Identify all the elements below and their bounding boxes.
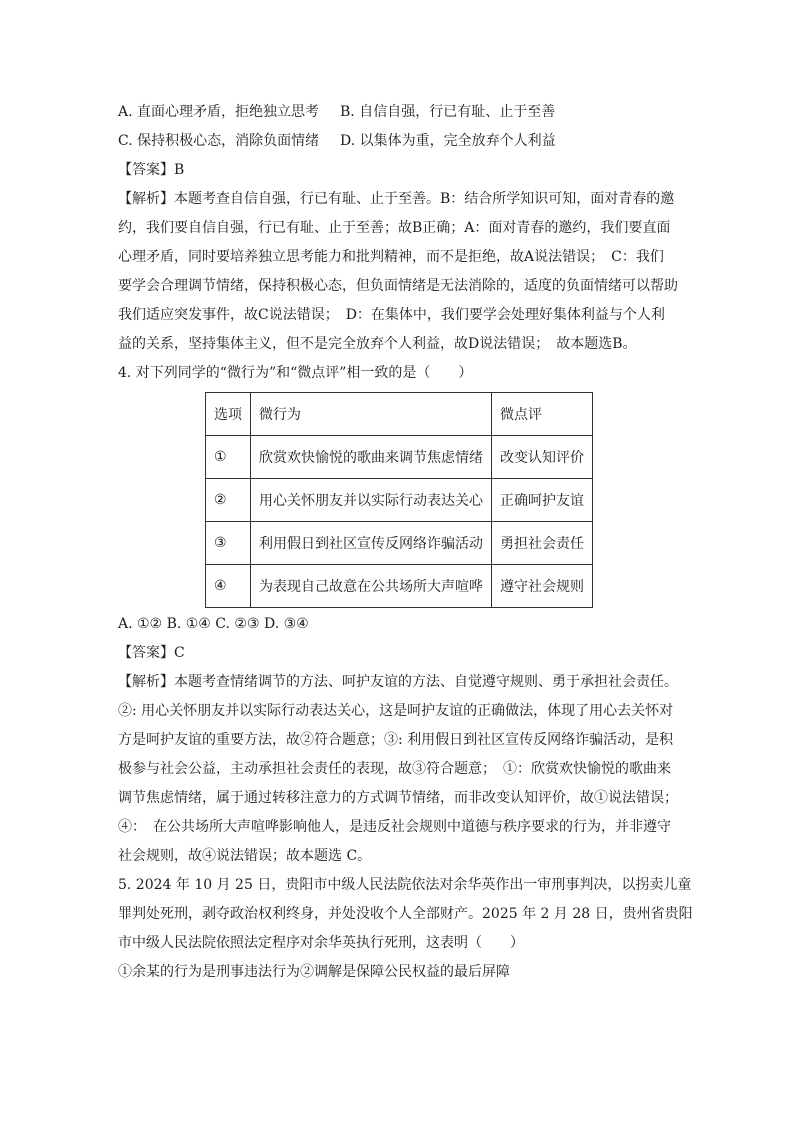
table-row [206,436,593,479]
q4-answer: 【答案】C [118,645,185,661]
q3-option-b: B. 自信自强，行已有耻、止于至善 [340,104,556,120]
q4-analysis-line: 极参与社会公益，主动承担社会责任的表现，故③符合题意； ①：欣赏欢快愉悦的歌曲来 [118,761,671,777]
q3-analysis-line: 我们适应突发事件，故C说法错误； D：在集体中，我们要学会处理好集体利益与个人利 [118,307,665,323]
table-header-cell: 选项 [206,393,251,436]
table-cell: ① [206,436,251,479]
q5-stem-line: 5. 2024 年 10 月 25 日，贵阳市中级人民法院依法对余华英作出一审刑事判决，以拐卖儿童 [118,877,692,893]
table-row [206,522,593,565]
table-cell: 欣赏欢快愉悦的歌曲来调节焦虑情绪 [251,436,492,479]
table-cell: 改变认知评价 [492,436,593,479]
q3-analysis-line: 要学会合理调节情绪，保持积极心态，但负面情绪是无法消除的，适度的负面情绪可以帮助 [118,278,678,294]
q4-analysis-line: 调节焦虑情绪，属于通过转移注意力的方式调节情绪，而非改变认知评价，故①说法错误； [118,790,678,806]
table-header-row [206,393,593,436]
q3-option-a: A. 直面心理矛盾，拒绝独立思考 [118,104,320,120]
q4-choices: A. ①② B. ①④ C. ②③ D. ③④ [118,616,309,632]
table-cell: ④ [206,565,251,608]
q4-stem: 4. 对下列同学的“微行为”和“微点评”相一致的是（ ） [118,365,473,381]
q3-analysis-line: 益的关系，坚持集体主义，但不是完全放弃个人利益，故D说法错误； 故本题选B。 [118,336,637,352]
table-cell: 利用假日到社区宣传反网络诈骗活动 [251,522,492,565]
q4-analysis-line: 【解析】本题考查情绪调节的方法、呵护友谊的方法、自觉遵守规则、勇于承担社会责任。 [118,674,678,690]
q4-table [205,392,593,608]
q3-analysis-line: 心理矛盾，同时要培养独立思考能力和批判精神，而不是拒绝，故A说法错误； C：我们 [118,249,664,265]
q3-analysis-line: 约，我们要自信自强，行已有耻、止于至善；故B正确；A：面对青春的邀约，我们要直面 [118,220,671,236]
table-cell: 遵守社会规则 [492,565,593,608]
q4-analysis-line: ②: 用心关怀朋友并以实际行动表达关心，这是呵护友谊的正确做法，体现了用心去关怀对 [118,703,674,719]
table-cell: ③ [206,522,251,565]
q5-stem-line: 罪判处死刑，剥夺政治权利终身，并处没收个人全部财产。2025 年 2 月 28 日，贵州省贵阳 [118,906,693,922]
q3-analysis-line: 【解析】本题考查自信自强，行已有耻、止于至善。B：结合所学知识可知，面对青春的邀 [118,191,675,207]
table-cell: 勇担社会责任 [492,522,593,565]
q3-options-row-2 [118,127,700,156]
table-header-cell: 微点评 [492,393,593,436]
q4-analysis-line: 方是呵护友谊的重要方法，故②符合题意；③: 利用假日到社区宣传反网络诈骗活动，是积 [118,732,674,748]
q4-analysis-line: ④： 在公共场所大声喧哗影响他人，是违反社会规则中道德与秩序要求的行为，并非遵守 [118,819,671,835]
table-header-cell: 微行为 [251,393,492,436]
table-cell: 为表现自己故意在公共场所大声喧哗 [251,565,492,608]
table-row [206,479,593,522]
table-row [206,565,593,608]
table-cell: 用心关怀朋友并以实际行动表达关心 [251,479,492,522]
q4-analysis-line: 社会规则，故④说法错误；故本题选 C。 [118,848,372,864]
q5-statements: ①余某的行为是刑事违法行为②调解是保障公民权益的最后屏障 [118,964,510,980]
q3-option-d: D. 以集体为重，完全放弃个人利益 [340,133,556,149]
q3-answer: 【答案】B [118,162,185,178]
document-page [118,98,700,987]
q3-option-c: C. 保持积极心态，消除负面情绪 [118,133,320,149]
q5-stem-line: 市中级人民法院依照法定程序对余华英执行死刑，这表明（ ） [118,935,524,951]
q3-options-row-1 [118,98,700,127]
table-cell: ② [206,479,251,522]
table-cell: 正确呵护友谊 [492,479,593,522]
